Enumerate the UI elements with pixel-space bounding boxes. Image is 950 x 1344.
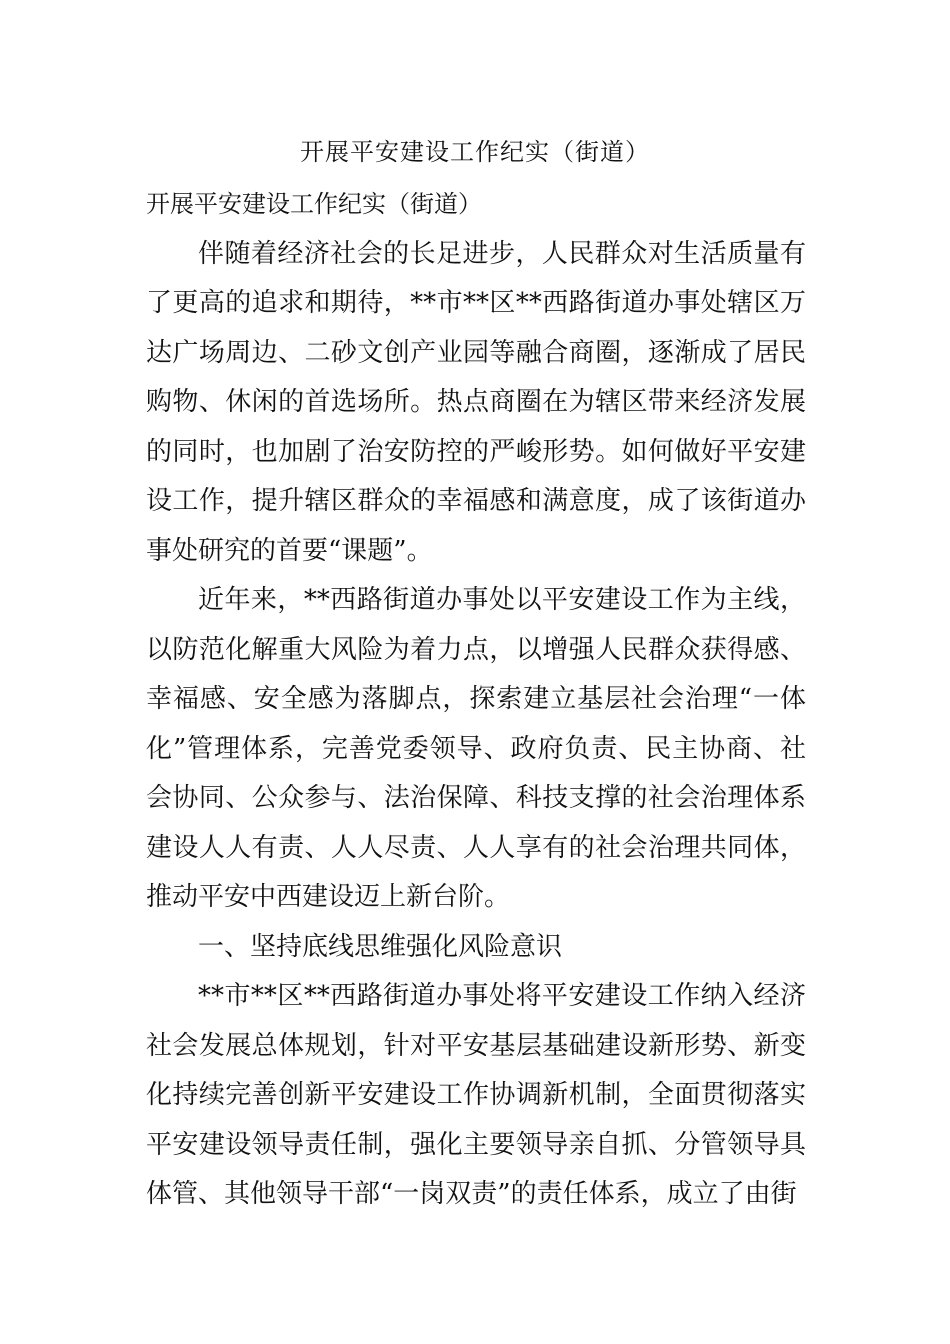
section-heading: 一、坚持底线思维强化风险意识 xyxy=(198,931,563,962)
paragraph-3: **市**区**西路街道办事处将平安建设工作纳入经济社会发展总体规划，针对平安基层基础建设新形势、新变化持续完善创新平安建设工作协调新机制，全面贯彻落实平安建设领导责任制，强化主要领导亲自抓、分管领导具体管、其他领导干部“一岗双责”的责任体系，成立了由街 xyxy=(146,981,806,1209)
paragraph-2: 近年来，**西路街道办事处以平安建设工作为主线，以防范化解重大风险为着力点，以增强人民群众获得感、幸福感、安全感为落脚点，探索建立基层社会治理“一体化”管理体系，完善党委领导、政府负责、民主协商、社会协同、公众参与、法治保障、科技支撑的社会治理体系建设人人有责、人人尽责、人人享有的社会治理共同体，推动平安中西建设迈上新台阶。 xyxy=(146,585,806,912)
document-subtitle: 开展平安建设工作纪实（街道） xyxy=(146,190,482,218)
document-body xyxy=(146,180,806,1220)
paragraph-1: 伴随着经济社会的长足进步，人民群众对生活质量有了更高的追求和期待，**市**区**西路街道办事处辖区万达广场周边、二砂文创产业园等融合商圈，逐渐成了居民购物、休闲的首选场所。热点商圈在为辖区带来经济发展的同时，也加剧了治安防控的严峻形势。如何做好平安建设工作，提升辖区群众的幸福感和满意度，成了该街道办事处研究的首要“课题”。 xyxy=(146,238,806,566)
document-title: 开展平安建设工作纪实（街道） xyxy=(300,138,650,166)
